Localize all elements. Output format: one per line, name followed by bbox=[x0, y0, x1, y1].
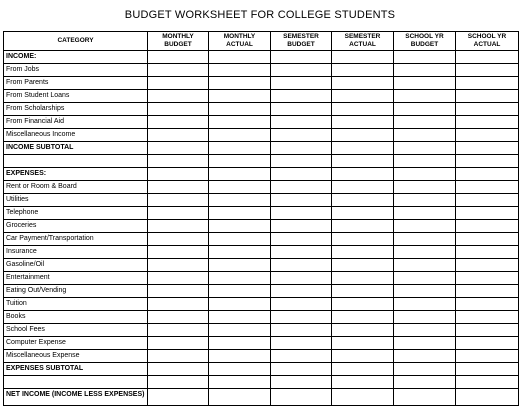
school-yr-budget-cell[interactable] bbox=[394, 64, 456, 77]
semester-actual-cell[interactable] bbox=[332, 233, 394, 246]
semester-budget-cell[interactable] bbox=[271, 337, 332, 350]
semester-actual-cell[interactable] bbox=[332, 181, 394, 194]
school-yr-actual-cell[interactable] bbox=[456, 77, 519, 90]
semester-budget-cell[interactable] bbox=[271, 168, 332, 181]
monthly-actual-cell[interactable] bbox=[209, 116, 271, 129]
school-yr-actual-cell[interactable] bbox=[456, 259, 519, 272]
table-row bbox=[4, 246, 519, 259]
monthly-budget-cell[interactable] bbox=[148, 116, 209, 129]
monthly-budget-cell[interactable] bbox=[148, 233, 209, 246]
table-row bbox=[4, 337, 519, 350]
semester-budget-cell[interactable] bbox=[271, 246, 332, 259]
semester-budget-cell[interactable] bbox=[271, 376, 332, 389]
table-row bbox=[4, 324, 519, 337]
table-row bbox=[4, 350, 519, 363]
monthly-actual-cell[interactable] bbox=[209, 168, 271, 181]
school-yr-actual-cell[interactable] bbox=[456, 168, 519, 181]
category-cell: INCOME: bbox=[4, 51, 148, 64]
semester-actual-cell[interactable] bbox=[332, 246, 394, 259]
table-row bbox=[4, 116, 519, 129]
column-header-school-yr-actual: SCHOOL YR ACTUAL bbox=[456, 32, 519, 51]
header-row bbox=[4, 32, 519, 51]
school-yr-actual-cell[interactable] bbox=[456, 155, 519, 168]
monthly-budget-cell[interactable] bbox=[148, 51, 209, 64]
school-yr-actual-cell[interactable] bbox=[456, 220, 519, 233]
monthly-actual-cell[interactable] bbox=[209, 77, 271, 90]
monthly-actual-cell[interactable] bbox=[209, 103, 271, 116]
category-cell: From Student Loans bbox=[4, 90, 148, 103]
table-row bbox=[4, 129, 519, 142]
monthly-budget-cell[interactable] bbox=[148, 272, 209, 285]
school-yr-actual-cell[interactable] bbox=[456, 233, 519, 246]
school-yr-actual-cell[interactable] bbox=[456, 376, 519, 389]
semester-actual-cell[interactable] bbox=[332, 259, 394, 272]
school-yr-actual-cell[interactable] bbox=[456, 272, 519, 285]
category-cell: Eating Out/Vending bbox=[4, 285, 148, 298]
school-yr-budget-cell[interactable] bbox=[394, 194, 456, 207]
table-row bbox=[4, 272, 519, 285]
school-yr-budget-cell[interactable] bbox=[394, 129, 456, 142]
semester-actual-cell[interactable] bbox=[332, 51, 394, 64]
table-row bbox=[4, 77, 519, 90]
monthly-budget-cell[interactable] bbox=[148, 350, 209, 363]
school-yr-budget-cell[interactable] bbox=[394, 337, 456, 350]
monthly-budget-cell[interactable] bbox=[148, 103, 209, 116]
semester-actual-cell[interactable] bbox=[332, 285, 394, 298]
category-cell: From Parents bbox=[4, 77, 148, 90]
semester-actual-cell[interactable] bbox=[332, 168, 394, 181]
semester-budget-cell[interactable] bbox=[271, 77, 332, 90]
category-cell: Books bbox=[4, 311, 148, 324]
semester-actual-cell[interactable] bbox=[332, 90, 394, 103]
school-yr-budget-cell[interactable] bbox=[394, 90, 456, 103]
category-cell: Entertainment bbox=[4, 272, 148, 285]
school-yr-budget-cell[interactable] bbox=[394, 155, 456, 168]
semester-budget-cell[interactable] bbox=[271, 324, 332, 337]
category-cell: From Scholarships bbox=[4, 103, 148, 116]
monthly-budget-cell[interactable] bbox=[148, 220, 209, 233]
school-yr-actual-cell[interactable] bbox=[456, 181, 519, 194]
category-cell: From Financial Aid bbox=[4, 116, 148, 129]
semester-actual-cell[interactable] bbox=[332, 207, 394, 220]
monthly-budget-cell[interactable] bbox=[148, 363, 209, 376]
school-yr-budget-cell[interactable] bbox=[394, 324, 456, 337]
school-yr-actual-cell[interactable] bbox=[456, 207, 519, 220]
semester-budget-cell[interactable] bbox=[271, 142, 332, 155]
monthly-budget-cell[interactable] bbox=[148, 285, 209, 298]
school-yr-budget-cell[interactable] bbox=[394, 207, 456, 220]
table-row bbox=[4, 168, 519, 181]
semester-budget-cell[interactable] bbox=[271, 51, 332, 64]
school-yr-budget-cell[interactable] bbox=[394, 246, 456, 259]
school-yr-actual-cell[interactable] bbox=[456, 350, 519, 363]
table-row bbox=[4, 363, 519, 376]
semester-actual-cell[interactable] bbox=[332, 311, 394, 324]
column-header-school-yr-budget: SCHOOL YR BUDGET bbox=[394, 32, 456, 51]
table-row bbox=[4, 64, 519, 77]
school-yr-actual-cell[interactable] bbox=[456, 142, 519, 155]
budget-table bbox=[3, 31, 519, 406]
monthly-actual-cell[interactable] bbox=[209, 311, 271, 324]
category-cell: Insurance bbox=[4, 246, 148, 259]
school-yr-budget-cell[interactable] bbox=[394, 376, 456, 389]
school-yr-budget-cell[interactable] bbox=[394, 363, 456, 376]
school-yr-budget-cell[interactable] bbox=[394, 220, 456, 233]
table-row bbox=[4, 298, 519, 311]
semester-budget-cell[interactable] bbox=[271, 259, 332, 272]
monthly-actual-cell[interactable] bbox=[209, 51, 271, 64]
school-yr-actual-cell[interactable] bbox=[456, 90, 519, 103]
monthly-actual-cell[interactable] bbox=[209, 376, 271, 389]
semester-budget-cell[interactable] bbox=[271, 194, 332, 207]
monthly-budget-cell[interactable] bbox=[148, 129, 209, 142]
monthly-actual-cell[interactable] bbox=[209, 220, 271, 233]
school-yr-actual-cell[interactable] bbox=[456, 64, 519, 77]
table-row bbox=[4, 181, 519, 194]
column-header-semester-actual: SEMESTER ACTUAL bbox=[332, 32, 394, 51]
column-header-semester-budget: SEMESTER BUDGET bbox=[271, 32, 332, 51]
semester-budget-cell[interactable] bbox=[271, 116, 332, 129]
category-cell: INCOME SUBTOTAL bbox=[4, 142, 148, 155]
monthly-budget-cell[interactable] bbox=[148, 168, 209, 181]
semester-actual-cell[interactable] bbox=[332, 155, 394, 168]
table-row bbox=[4, 155, 519, 168]
school-yr-budget-cell[interactable] bbox=[394, 233, 456, 246]
monthly-actual-cell[interactable] bbox=[209, 337, 271, 350]
school-yr-actual-cell[interactable] bbox=[456, 103, 519, 116]
table-body bbox=[4, 51, 519, 406]
worksheet-title: BUDGET WORKSHEET FOR COLLEGE STUDENTS bbox=[124, 9, 396, 21]
monthly-budget-cell[interactable] bbox=[148, 298, 209, 311]
semester-actual-cell[interactable] bbox=[332, 298, 394, 311]
category-cell: School Fees bbox=[4, 324, 148, 337]
school-yr-actual-cell[interactable] bbox=[456, 51, 519, 64]
school-yr-actual-cell[interactable] bbox=[456, 324, 519, 337]
category-cell: Telephone bbox=[4, 207, 148, 220]
table-row bbox=[4, 233, 519, 246]
monthly-budget-cell[interactable] bbox=[148, 155, 209, 168]
semester-actual-cell[interactable] bbox=[332, 324, 394, 337]
monthly-actual-cell[interactable] bbox=[209, 142, 271, 155]
school-yr-actual-cell[interactable] bbox=[456, 116, 519, 129]
table-row bbox=[4, 90, 519, 103]
table-row bbox=[4, 142, 519, 155]
monthly-budget-cell[interactable] bbox=[148, 376, 209, 389]
school-yr-actual-cell[interactable] bbox=[456, 285, 519, 298]
table-row bbox=[4, 259, 519, 272]
semester-actual-cell[interactable] bbox=[332, 142, 394, 155]
school-yr-actual-cell[interactable] bbox=[456, 129, 519, 142]
school-yr-budget-cell[interactable] bbox=[394, 103, 456, 116]
monthly-actual-cell[interactable] bbox=[209, 233, 271, 246]
school-yr-actual-cell[interactable] bbox=[456, 246, 519, 259]
semester-budget-cell[interactable] bbox=[271, 90, 332, 103]
semester-budget-cell[interactable] bbox=[271, 311, 332, 324]
monthly-actual-cell[interactable] bbox=[209, 298, 271, 311]
monthly-budget-cell[interactable] bbox=[148, 194, 209, 207]
semester-actual-cell[interactable] bbox=[332, 350, 394, 363]
school-yr-budget-cell[interactable] bbox=[394, 285, 456, 298]
category-cell: Miscellaneous Expense bbox=[4, 350, 148, 363]
category-cell: Groceries bbox=[4, 220, 148, 233]
school-yr-budget-cell[interactable] bbox=[394, 142, 456, 155]
category-cell: Gasoline/Oil bbox=[4, 259, 148, 272]
school-yr-budget-cell[interactable] bbox=[394, 298, 456, 311]
semester-budget-cell[interactable] bbox=[271, 103, 332, 116]
monthly-actual-cell[interactable] bbox=[209, 272, 271, 285]
monthly-budget-cell[interactable] bbox=[148, 207, 209, 220]
category-cell: Computer Expense bbox=[4, 337, 148, 350]
table-row bbox=[4, 376, 519, 389]
category-cell bbox=[4, 376, 148, 389]
monthly-budget-cell[interactable] bbox=[148, 142, 209, 155]
column-header-monthly-budget: MONTHLY BUDGET bbox=[148, 32, 209, 51]
semester-budget-cell[interactable] bbox=[271, 220, 332, 233]
school-yr-budget-cell[interactable] bbox=[394, 51, 456, 64]
monthly-actual-cell[interactable] bbox=[209, 207, 271, 220]
category-cell: Rent or Room & Board bbox=[4, 181, 148, 194]
category-cell: NET INCOME (INCOME LESS EXPENSES) bbox=[4, 389, 148, 406]
category-cell: Car Payment/Transportation bbox=[4, 233, 148, 246]
school-yr-actual-cell[interactable] bbox=[456, 298, 519, 311]
semester-actual-cell[interactable] bbox=[332, 220, 394, 233]
monthly-budget-cell[interactable] bbox=[148, 64, 209, 77]
monthly-actual-cell[interactable] bbox=[209, 155, 271, 168]
semester-actual-cell[interactable] bbox=[332, 77, 394, 90]
table-row bbox=[4, 51, 519, 64]
semester-budget-cell[interactable] bbox=[271, 272, 332, 285]
school-yr-budget-cell[interactable] bbox=[394, 350, 456, 363]
semester-actual-cell[interactable] bbox=[332, 129, 394, 142]
monthly-budget-cell[interactable] bbox=[148, 259, 209, 272]
column-header-category: CATEGORY bbox=[4, 32, 148, 51]
category-cell bbox=[4, 155, 148, 168]
school-yr-actual-cell[interactable] bbox=[456, 194, 519, 207]
semester-actual-cell[interactable] bbox=[332, 272, 394, 285]
monthly-budget-cell[interactable] bbox=[148, 90, 209, 103]
school-yr-budget-cell[interactable] bbox=[394, 181, 456, 194]
monthly-actual-cell[interactable] bbox=[209, 194, 271, 207]
category-cell: EXPENSES: bbox=[4, 168, 148, 181]
school-yr-budget-cell[interactable] bbox=[394, 272, 456, 285]
monthly-budget-cell[interactable] bbox=[148, 77, 209, 90]
semester-actual-cell[interactable] bbox=[332, 103, 394, 116]
category-cell: Miscellaneous Income bbox=[4, 129, 148, 142]
table-row bbox=[4, 285, 519, 298]
semester-actual-cell[interactable] bbox=[332, 376, 394, 389]
monthly-actual-cell[interactable] bbox=[209, 90, 271, 103]
monthly-actual-cell[interactable] bbox=[209, 350, 271, 363]
semester-actual-cell[interactable] bbox=[332, 194, 394, 207]
school-yr-budget-cell[interactable] bbox=[394, 259, 456, 272]
category-cell: From Jobs bbox=[4, 64, 148, 77]
semester-budget-cell[interactable] bbox=[271, 155, 332, 168]
semester-budget-cell[interactable] bbox=[271, 285, 332, 298]
semester-budget-cell[interactable] bbox=[271, 129, 332, 142]
table-row bbox=[4, 220, 519, 233]
semester-budget-cell[interactable] bbox=[271, 233, 332, 246]
school-yr-actual-cell[interactable] bbox=[456, 337, 519, 350]
table-row bbox=[4, 207, 519, 220]
school-yr-budget-cell[interactable] bbox=[394, 311, 456, 324]
monthly-budget-cell[interactable] bbox=[148, 181, 209, 194]
monthly-budget-cell[interactable] bbox=[148, 311, 209, 324]
table-row bbox=[4, 311, 519, 324]
monthly-budget-cell[interactable] bbox=[148, 246, 209, 259]
monthly-budget-cell[interactable] bbox=[148, 337, 209, 350]
monthly-actual-cell[interactable] bbox=[209, 324, 271, 337]
semester-actual-cell[interactable] bbox=[332, 64, 394, 77]
monthly-actual-cell[interactable] bbox=[209, 64, 271, 77]
monthly-actual-cell[interactable] bbox=[209, 259, 271, 272]
semester-budget-cell[interactable] bbox=[271, 64, 332, 77]
category-cell: Utilities bbox=[4, 194, 148, 207]
semester-budget-cell[interactable] bbox=[271, 207, 332, 220]
monthly-budget-cell[interactable] bbox=[148, 324, 209, 337]
school-yr-budget-cell[interactable] bbox=[394, 116, 456, 129]
monthly-actual-cell[interactable] bbox=[209, 285, 271, 298]
monthly-actual-cell[interactable] bbox=[209, 363, 271, 376]
semester-actual-cell[interactable] bbox=[332, 116, 394, 129]
monthly-actual-cell[interactable] bbox=[209, 181, 271, 194]
category-cell: Tuition bbox=[4, 298, 148, 311]
semester-budget-cell[interactable] bbox=[271, 350, 332, 363]
semester-actual-cell[interactable] bbox=[332, 337, 394, 350]
semester-actual-cell[interactable] bbox=[332, 363, 394, 376]
table-row bbox=[4, 103, 519, 116]
school-yr-budget-cell[interactable] bbox=[394, 77, 456, 90]
category-cell: EXPENSES SUBTOTAL bbox=[4, 363, 148, 376]
monthly-actual-cell[interactable] bbox=[209, 246, 271, 259]
table-row bbox=[4, 194, 519, 207]
school-yr-actual-cell[interactable] bbox=[456, 311, 519, 324]
monthly-actual-cell[interactable] bbox=[209, 129, 271, 142]
school-yr-actual-cell[interactable] bbox=[456, 363, 519, 376]
school-yr-budget-cell[interactable] bbox=[394, 168, 456, 181]
semester-budget-cell[interactable] bbox=[271, 181, 332, 194]
column-header-monthly-actual: MONTHLY ACTUAL bbox=[209, 32, 271, 51]
semester-budget-cell[interactable] bbox=[271, 363, 332, 376]
semester-budget-cell[interactable] bbox=[271, 298, 332, 311]
